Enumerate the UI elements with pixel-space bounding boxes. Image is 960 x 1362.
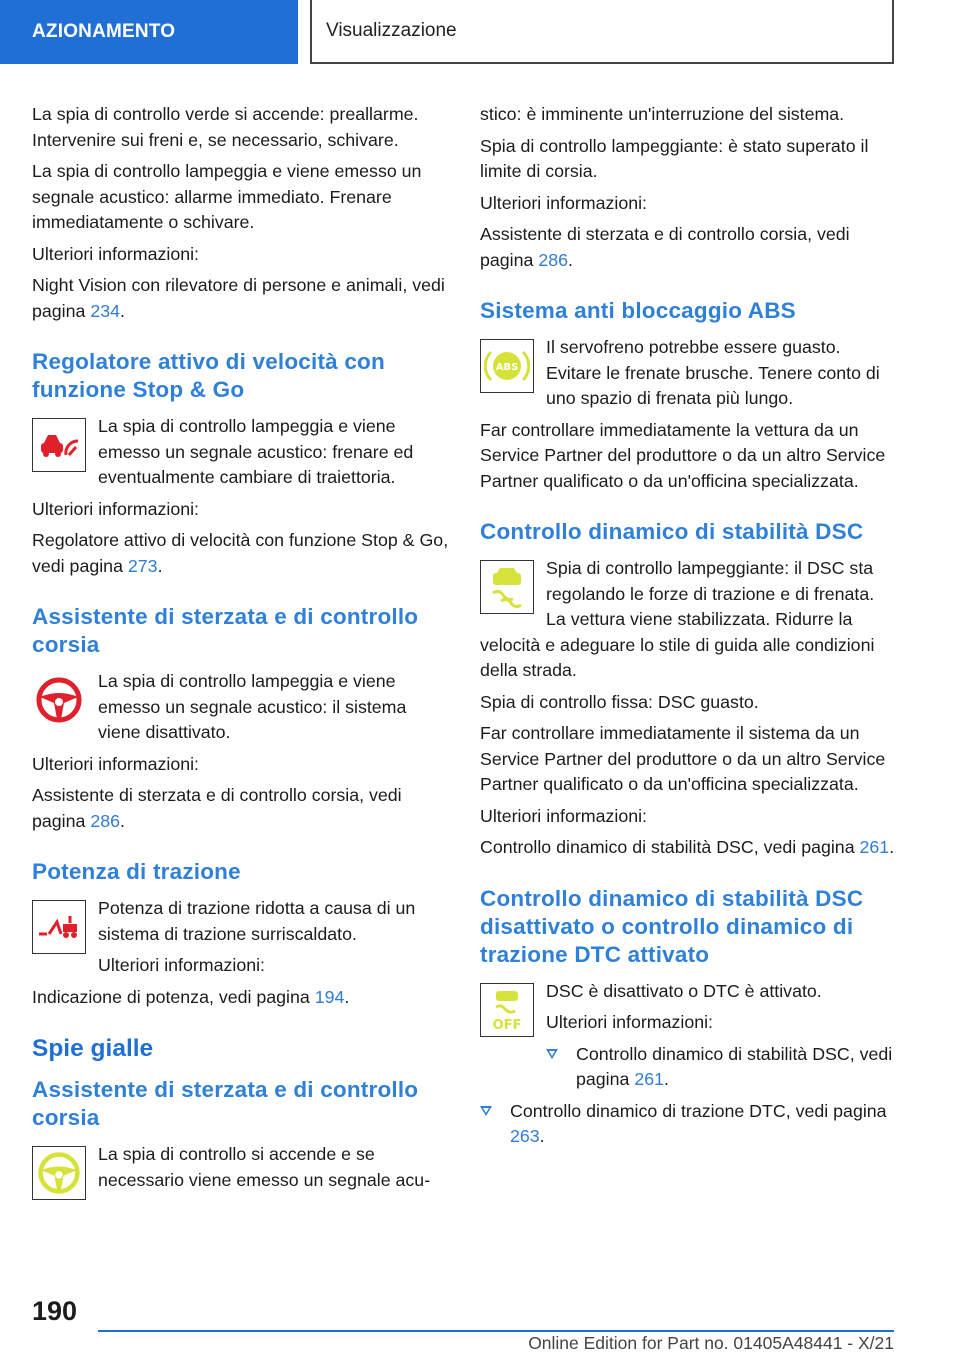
icon-entry bbox=[480, 335, 898, 418]
paragraph: La spia di controllo si accende e se necessario viene emesso un segnale acu- bbox=[98, 1144, 431, 1190]
red-traction-power-icon bbox=[32, 900, 86, 954]
paragraph: Ulteriori informazioni: bbox=[480, 805, 647, 826]
paragraph: DSC è disattivato o DTC è attivato. bbox=[546, 980, 822, 1001]
dsc-off-label: OFF bbox=[492, 1017, 522, 1033]
left-column bbox=[32, 102, 450, 1202]
section-heading: Potenza di trazione bbox=[32, 859, 241, 884]
paragraph: Ulteriori informazioni: bbox=[32, 243, 199, 264]
icon-entry bbox=[32, 414, 450, 497]
page-link[interactable]: 261 bbox=[859, 837, 890, 857]
paragraph: Regolatore attivo di velocità con funzione Stop & Go, vedi pagina 273. bbox=[32, 530, 449, 576]
yellow-dsc-icon bbox=[480, 560, 534, 614]
paragraph: Ulteriori informazioni: bbox=[546, 1012, 713, 1032]
footer-divider bbox=[98, 1330, 894, 1332]
paragraph: Controllo dinamico di stabilità DSC, vedi pagina 261. bbox=[480, 837, 895, 857]
section-heading: Controllo dinamico di stabilità DSC disattivato o controllo dinamico di trazione DTC attivato bbox=[480, 885, 864, 967]
paragraph: Night Vision con rilevatore di persone e animali, vedi pagina 234. bbox=[32, 275, 445, 321]
section-heading: Controllo dinamico di stabilità DSC bbox=[480, 519, 864, 544]
paragraph: Spia di controllo lampeggiante: è stato superato il limite di corsia. bbox=[480, 135, 869, 181]
paragraph: La spia di controllo verde si accende: preallarme. Intervenire sui freni e, se necessario, schivare. bbox=[32, 104, 419, 150]
yellow-abs-icon bbox=[480, 339, 534, 393]
paragraph: Spia di controllo fissa: DSC guasto. bbox=[480, 691, 759, 712]
paragraph: Ulteriori informazioni: bbox=[98, 955, 265, 975]
paragraph: Il servofreno potrebbe essere guasto. Evitare le frenate brusche. Tenere conto di uno spazio di frenata più lungo. bbox=[546, 337, 880, 408]
bullet-triangle-icon bbox=[546, 1049, 558, 1059]
page-link[interactable]: 286 bbox=[538, 249, 569, 270]
paragraph: Ulteriori informazioni: bbox=[480, 192, 647, 213]
page-link[interactable]: 273 bbox=[127, 555, 158, 576]
paragraph: Spia di controllo lampeggiante: il DSC sta regolando le forze di trazione e di frenata. La vettura viene stabilizzata. Ridurre la velocità e adeguare lo stile di guida alle condizioni della strada. bbox=[480, 558, 875, 680]
page-link[interactable]: 263 bbox=[510, 1126, 540, 1146]
page-link[interactable]: 286 bbox=[90, 810, 121, 831]
icon-entry bbox=[480, 556, 898, 684]
paragraph: Assistente di sterzata e di controllo corsia, vedi pagina 286. bbox=[480, 224, 850, 270]
icon-entry bbox=[480, 979, 898, 1099]
right-column bbox=[480, 102, 898, 1156]
section-heading: Sistema anti bloccaggio ABS bbox=[480, 298, 796, 323]
page-number: 190 bbox=[32, 1296, 78, 1326]
section-title: AZIONAMENTO bbox=[32, 21, 176, 42]
paragraph: Ulteriori informazioni: bbox=[32, 753, 199, 774]
paragraph: La spia di controllo lampeggia e viene emesso un segnale acustico: allarme immediato. Frenare immediatamente o schivare. bbox=[32, 161, 422, 232]
section-heading: Assistente di sterzata e di controllo corsia bbox=[32, 1077, 419, 1130]
icon-entry bbox=[32, 669, 450, 752]
paragraph: Ulteriori informazioni: bbox=[32, 498, 199, 519]
page-link[interactable]: 261 bbox=[634, 1069, 665, 1089]
icon-entry bbox=[32, 1142, 450, 1202]
yellow-dsc-off-icon bbox=[480, 983, 534, 1037]
abs-label: ABS bbox=[495, 362, 519, 373]
paragraph: stico: è imminente un'interruzione del sistema. bbox=[480, 104, 845, 124]
paragraph: Far controllare immediatamente la vettura da un Service Partner del produttore o da un altro Service Partner qualificato o da un'officina specializzata. bbox=[480, 419, 886, 491]
paragraph: Indicazione di potenza, vedi pagina 194. bbox=[32, 986, 350, 1007]
page-link[interactable]: 194 bbox=[314, 986, 345, 1007]
red-car-warning-icon bbox=[32, 418, 86, 472]
paragraph: La spia di controllo lampeggia e viene emesso un segnale acustico: il sistema viene disattivato. bbox=[98, 671, 407, 742]
paragraph: Potenza di trazione ridotta a causa di un sistema di trazione surriscaldato. bbox=[98, 898, 416, 944]
chapter-heading: Spie gialle bbox=[32, 1035, 154, 1062]
chapter-box bbox=[310, 0, 894, 64]
section-heading: Regolatore attivo di velocità con funzione Stop & Go bbox=[32, 349, 385, 402]
bullet-item: Controllo dinamico di stabilità DSC, vedi pagina 261. bbox=[546, 1042, 898, 1093]
chapter-title: Visualizzazione bbox=[326, 20, 457, 41]
section-tab bbox=[0, 0, 298, 64]
bullet-triangle-icon bbox=[480, 1106, 492, 1116]
bullet-item: Controllo dinamico di trazione DTC, vedi pagina 263. bbox=[480, 1099, 898, 1150]
page-link[interactable]: 234 bbox=[90, 300, 121, 321]
red-steering-wheel-icon bbox=[32, 673, 86, 727]
paragraph: La spia di controllo lampeggia e viene emesso un segnale acustico: frenare ed eventualmente cambiare di traiettoria. bbox=[98, 416, 414, 487]
paragraph: Far controllare immediatamente il sistema da un Service Partner del produttore o da un altro Service Partner qualificato o da un'officina specializzata. bbox=[480, 723, 886, 794]
icon-entry bbox=[32, 896, 450, 985]
footer-edition: Online Edition for Part no. 01405A48441 - X/21 bbox=[528, 1333, 894, 1353]
section-heading: Assistente di sterzata e di controllo corsia bbox=[32, 604, 419, 657]
yellow-steering-wheel-icon bbox=[32, 1146, 86, 1200]
paragraph: Assistente di sterzata e di controllo corsia, vedi pagina 286. bbox=[32, 785, 402, 831]
